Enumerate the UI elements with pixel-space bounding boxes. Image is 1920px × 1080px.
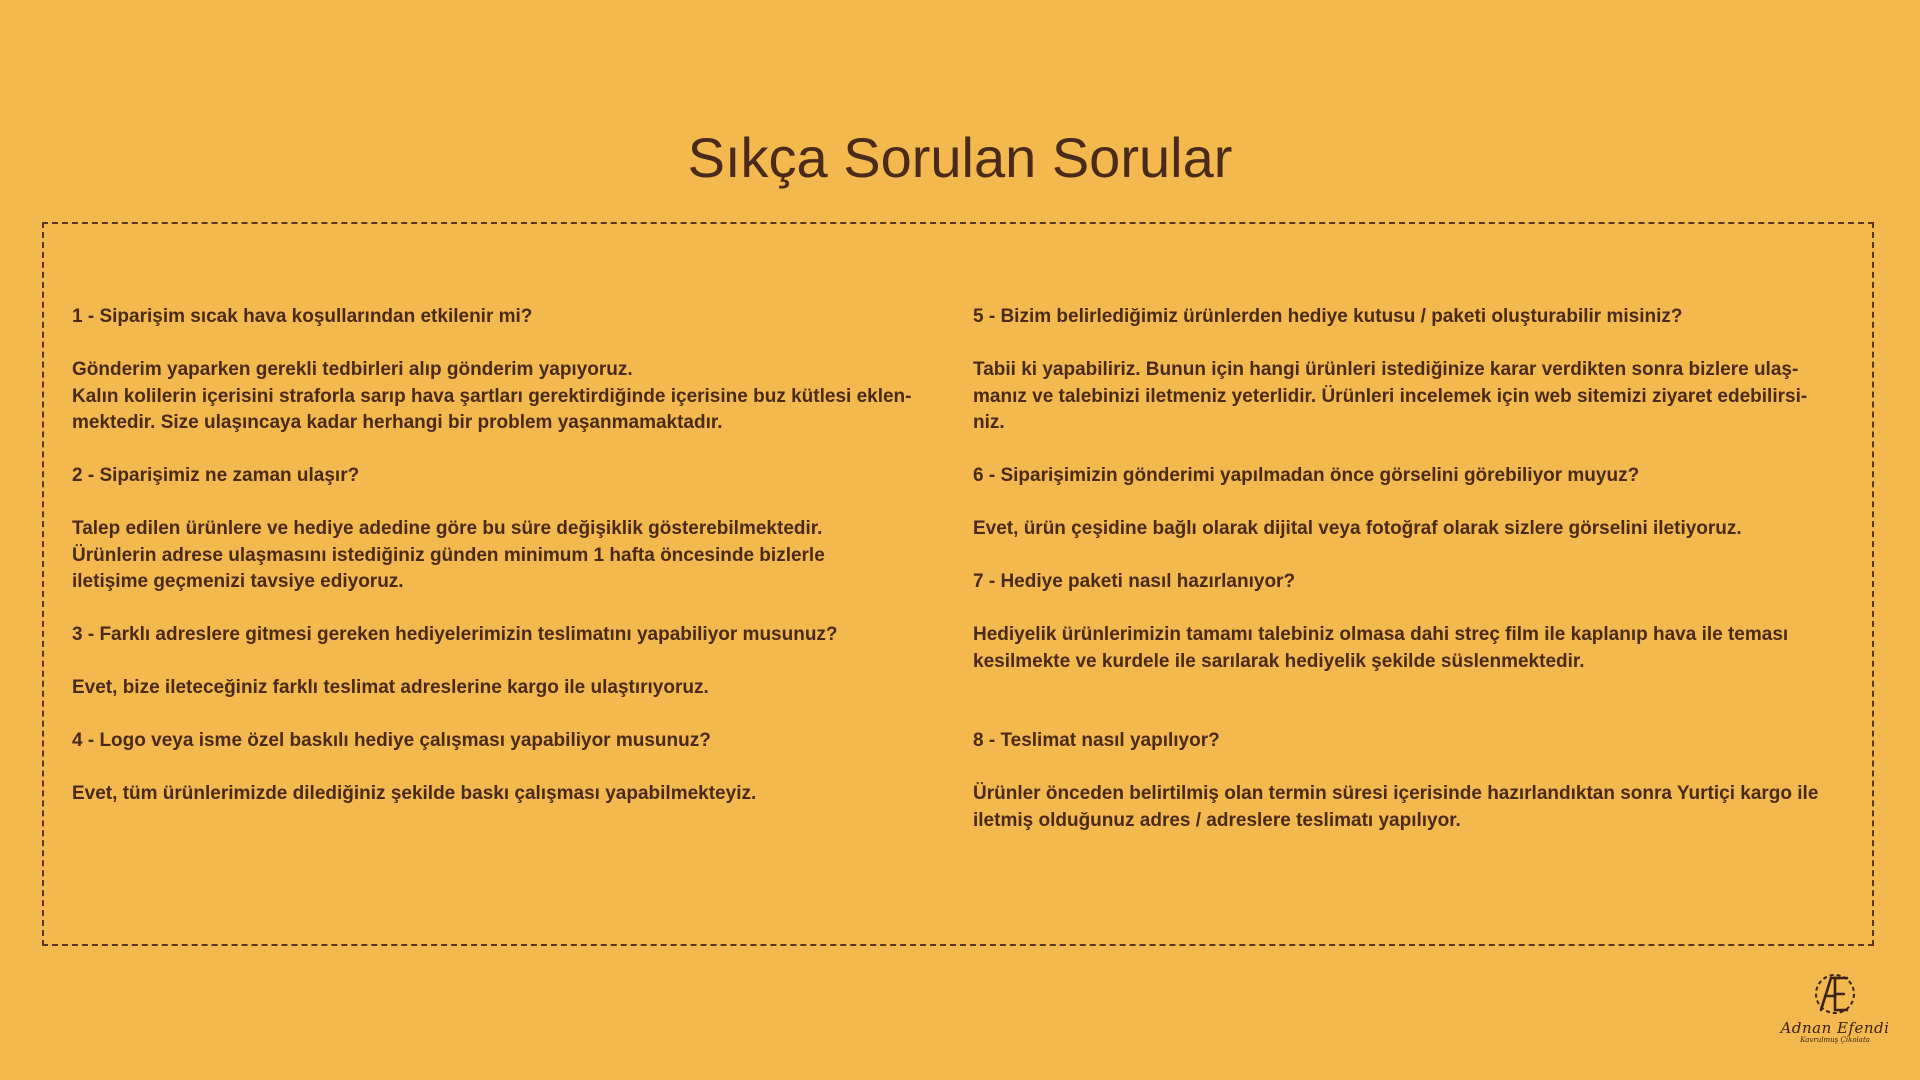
faq-question: 1 - Siparişim sıcak hava koşullarından etkilenir mi? bbox=[72, 306, 533, 327]
faq-spacer bbox=[973, 702, 1853, 729]
faq-answer bbox=[72, 357, 952, 437]
faq-question: 6 - Siparişimizin gönderimi yapılmadan önce görselini görebiliyor muyuz? bbox=[973, 465, 1640, 486]
brand-logo bbox=[1776, 970, 1894, 1056]
faq-answer bbox=[72, 675, 952, 702]
faq-question: 5 - Bizim belirlediğimiz ürünlerden hediye kutusu / paketi oluşturabilir misiniz? bbox=[973, 306, 1683, 327]
faq-item bbox=[973, 463, 1853, 543]
faq-answer-line: Tabii ki yapabiliriz. Bunun için hangi ürünleri istediğinize karar verdikten sonra bizlere ulaş- bbox=[973, 359, 1799, 380]
faq-item bbox=[72, 728, 952, 808]
ae-monogram-icon bbox=[1809, 970, 1861, 1018]
faq-answer bbox=[973, 781, 1853, 834]
faq-item bbox=[973, 569, 1853, 728]
faq-answer-line: manız ve talebinizi iletmeniz yeterlidir. Ürünleri incelemek için web sitemizi ziyaret edebilirsi- bbox=[973, 385, 1808, 407]
faq-answer bbox=[973, 622, 1853, 675]
faq-answer-line: Evet, bize ileteceğiniz farklı teslimat adreslerine kargo ile ulaştırıyoruz. bbox=[72, 677, 709, 698]
faq-box bbox=[42, 222, 1874, 946]
faq-answer bbox=[72, 781, 952, 808]
faq-answer-line: kesilmekte ve kurdele ile sarılarak hediyelik şekilde süslenmektedir. bbox=[973, 650, 1585, 672]
faq-answer-line: Hediyelik ürünlerimizin tamamı talebiniz olmasa dahi streç film ile kaplanıp hava ile teması bbox=[973, 624, 1789, 645]
faq-answer-line: iletmiş olduğunuz adres / adreslere teslimatı yapılıyor. bbox=[973, 809, 1461, 831]
faq-answer-line: Gönderim yaparken gerekli tedbirleri alıp gönderim yapıyoruz. bbox=[72, 359, 633, 380]
faq-column-right bbox=[973, 304, 1853, 861]
logo-subtitle: Kavrulmuş Çikolata bbox=[1800, 1036, 1870, 1044]
faq-answer-line: Talep edilen ürünlere ve hediye adedine göre bu süre değişiklik gösterebilmektedir. bbox=[72, 518, 823, 539]
faq-answer bbox=[973, 516, 1853, 543]
faq-question: 7 - Hediye paketi nasıl hazırlanıyor? bbox=[973, 571, 1296, 592]
faq-answer bbox=[973, 357, 1853, 437]
faq-item bbox=[72, 622, 952, 702]
faq-question: 2 - Siparişimiz ne zaman ulaşır? bbox=[72, 465, 360, 486]
faq-item bbox=[973, 304, 1853, 437]
faq-question: 8 - Teslimat nasıl yapılıyor? bbox=[973, 730, 1220, 751]
faq-answer-line: niz. bbox=[973, 412, 1005, 433]
faq-column-left bbox=[72, 304, 952, 834]
faq-item bbox=[973, 728, 1853, 834]
faq-answer bbox=[72, 516, 952, 596]
faq-answer-line: mektedir. Size ulaşıncaya kadar herhangi bir problem yaşanmamaktadır. bbox=[72, 412, 723, 433]
logo-brand-name: Adnan Efendi bbox=[1780, 1019, 1890, 1037]
faq-answer-line: Evet, ürün çeşidine bağlı olarak dijital veya fotoğraf olarak sizlere görselini iletiyoruz. bbox=[973, 518, 1742, 539]
page-title: Sıkça Sorulan Sorular bbox=[687, 126, 1233, 189]
faq-question: 3 - Farklı adreslere gitmesi gereken hediyelerimizin teslimatını yapabiliyor musunuz? bbox=[72, 624, 838, 645]
faq-answer-line: Evet, tüm ürünlerimizde dilediğiniz şekilde baskı çalışması yapabilmekteyiz. bbox=[72, 783, 757, 804]
faq-question: 4 - Logo veya isme özel baskılı hediye çalışması yapabiliyor musunuz? bbox=[72, 730, 711, 751]
faq-item bbox=[72, 463, 952, 596]
faq-answer-line: iletişime geçmenizi tavsiye ediyoruz. bbox=[72, 571, 404, 592]
faq-item bbox=[72, 304, 952, 437]
faq-answer-line: Ürünler önceden belirtilmiş olan termin süresi içerisinde hazırlandıktan sonra Yurtiçi kargo ile bbox=[973, 783, 1819, 804]
faq-answer-line: Kalın kolilerin içerisini straforla sarıp hava şartları gerektirdiğinde içerisine buz kütlesi eklen- bbox=[72, 385, 912, 407]
faq-answer-line: Ürünlerin adrese ulaşmasını istediğiniz günden minimum 1 hafta öncesinde bizlerle bbox=[72, 544, 825, 566]
